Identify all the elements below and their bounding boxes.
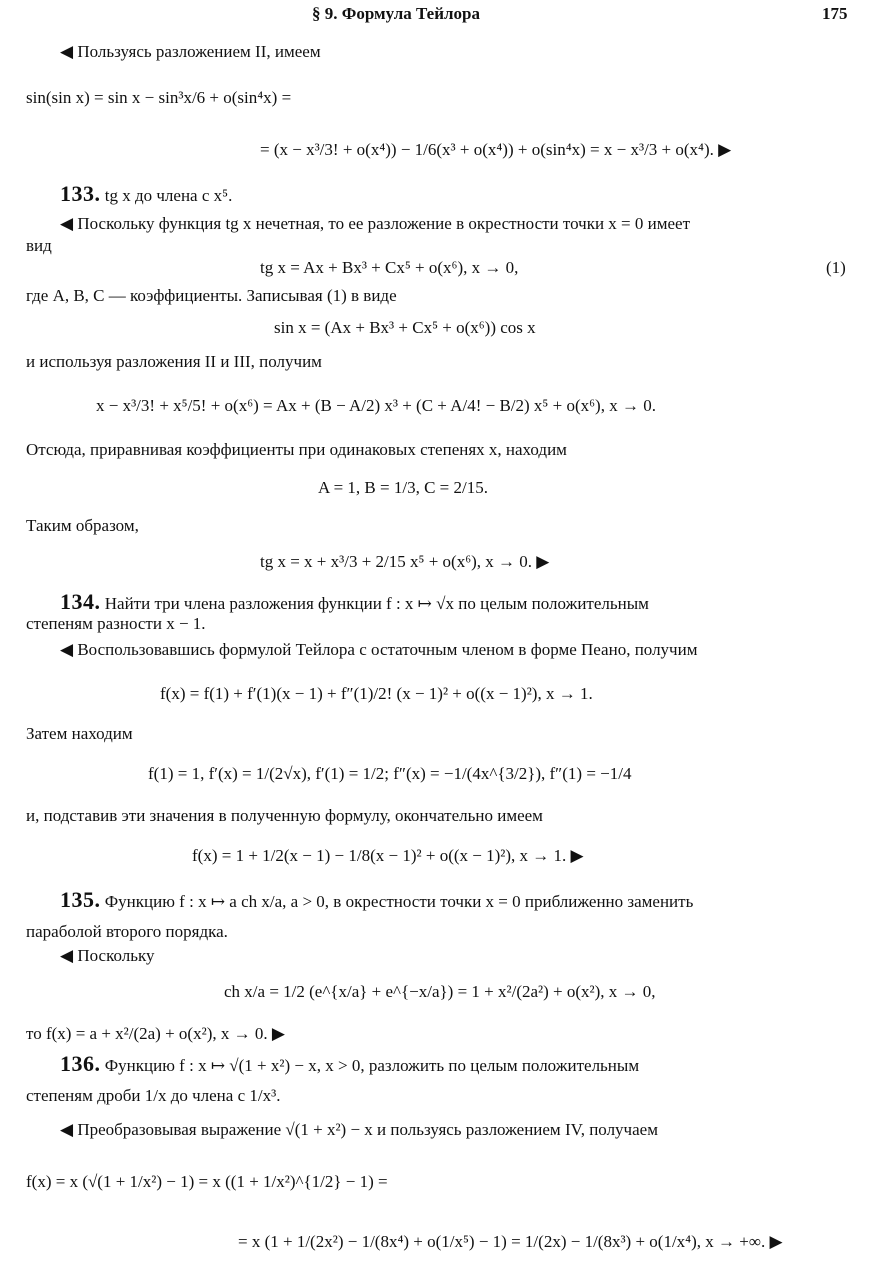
equation-136-1: f(x) = x (√(1 + 1/x²) − 1) = x ((1 + 1/x²)^{1/2} − 1) = <box>26 1172 388 1191</box>
problem-statement: tg x до члена с x⁵. <box>104 186 233 205</box>
problem-134-line2: степеням разности x − 1. <box>26 614 206 633</box>
equation-132-line2: = (x − x³/3! + o(x⁴)) − 1/6(x³ + o(x⁴)) + o(sin⁴x) = x − x³/3 + o(x⁴). ▶ <box>260 140 732 159</box>
problem-133 <box>60 181 233 206</box>
equation-133-4: A = 1, B = 1/3, C = 2/15. <box>318 478 488 497</box>
problem-statement: Функцию f : x ↦ √(1 + x²) − x, x > 0, разложить по целым положительным <box>104 1056 640 1075</box>
equation-133-5: tg x = x + x³/3 + 2/15 x⁵ + o(x⁶), x → 0. ▶ <box>260 552 550 571</box>
equation-133-2: sin x = (Ax + Bx³ + Cx⁵ + o(x⁶)) cos x <box>274 318 536 337</box>
equation-134-3: f(x) = 1 + 1/2(x − 1) − 1/8(x − 1)² + o((x − 1)²), x → 1. ▶ <box>192 846 584 865</box>
solution-134-line2: Затем находим <box>26 724 133 743</box>
solution-132-intro: ◀ Пользуясь разложением II, имеем <box>60 42 321 61</box>
problem-136 <box>60 1051 640 1076</box>
equation-135-1: ch x/a = 1/2 (e^{x/a} + e^{−x/a}) = 1 + x²/(2a²) + o(x²), x → 0, <box>224 982 656 1001</box>
solution-134-line3: и, подставив эти значения в полученную формулу, окончательно имеем <box>26 806 543 825</box>
problem-134 <box>60 589 649 614</box>
problem-135-line2: параболой второго порядка. <box>26 922 228 941</box>
problem-number: 134. <box>60 589 101 614</box>
equation-136-2: = x (1 + 1/(2x²) − 1/(8x⁴) + o(1/x⁵) − 1) = 1/(2x) − 1/(8x³) + o(1/x⁴), x → +∞. ▶ <box>238 1232 783 1251</box>
solution-133-line4: и используя разложения II и III, получим <box>26 352 322 371</box>
page-number: 175 <box>822 4 848 23</box>
problem-statement: Функцию f : x ↦ a ch x/a, a > 0, в окрестности точки x = 0 приближенно заменить <box>104 892 694 911</box>
problem-number: 133. <box>60 181 101 206</box>
problem-136-line2: степеням дроби 1/x до члена с 1/x³. <box>26 1086 281 1105</box>
solution-136-line1: ◀ Преобразовывая выражение √(1 + x²) − x и пользуясь разложением IV, получаем <box>60 1120 658 1139</box>
problem-statement: Найти три члена разложения функции f : x ↦ √x по целым положительным <box>104 594 649 613</box>
equation-134-1: f(x) = f(1) + f′(1)(x − 1) + f″(1)/2! (x − 1)² + o((x − 1)²), x → 1. <box>160 684 593 703</box>
solution-133-line5: Отсюда, приравнивая коэффициенты при одинаковых степенях x, находим <box>26 440 567 459</box>
equation-133-1: tg x = Ax + Bx³ + Cx⁵ + o(x⁶), x → 0, <box>260 258 519 277</box>
solution-133-line2: вид <box>26 236 52 255</box>
solution-135-line2: то f(x) = a + x²/(2a) + o(x²), x → 0. ▶ <box>26 1024 285 1043</box>
equation-134-2: f(1) = 1, f′(x) = 1/(2√x), f′(1) = 1/2; f″(x) = −1/(4x^{3/2}), f″(1) = −1/4 <box>148 764 632 783</box>
problem-number: 136. <box>60 1051 101 1076</box>
solution-135-line1: ◀ Поскольку <box>60 946 155 965</box>
running-head: § 9. Формула Тейлора <box>312 4 481 23</box>
solution-134-line1: ◀ Воспользовавшись формулой Тейлора с остаточным членом в форме Пеано, получим <box>60 640 698 659</box>
solution-133-line3: где A, B, C — коэффициенты. Записывая (1) в виде <box>26 286 397 305</box>
solution-133-line6: Таким образом, <box>26 516 139 535</box>
problem-135 <box>60 887 694 912</box>
problem-number: 135. <box>60 887 101 912</box>
solution-133-line1: ◀ Поскольку функция tg x нечетная, то ее разложение в окрестности точки x = 0 имеет <box>60 214 691 233</box>
equation-133-3: x − x³/3! + x⁵/5! + o(x⁶) = Ax + (B − A/2) x³ + (C + A/4! − B/2) x⁵ + o(x⁶), x → 0. <box>96 396 656 415</box>
equation-132-line1: sin(sin x) = sin x − sin³x/6 + o(sin⁴x) = <box>26 88 292 107</box>
equation-number: (1) <box>826 258 846 277</box>
